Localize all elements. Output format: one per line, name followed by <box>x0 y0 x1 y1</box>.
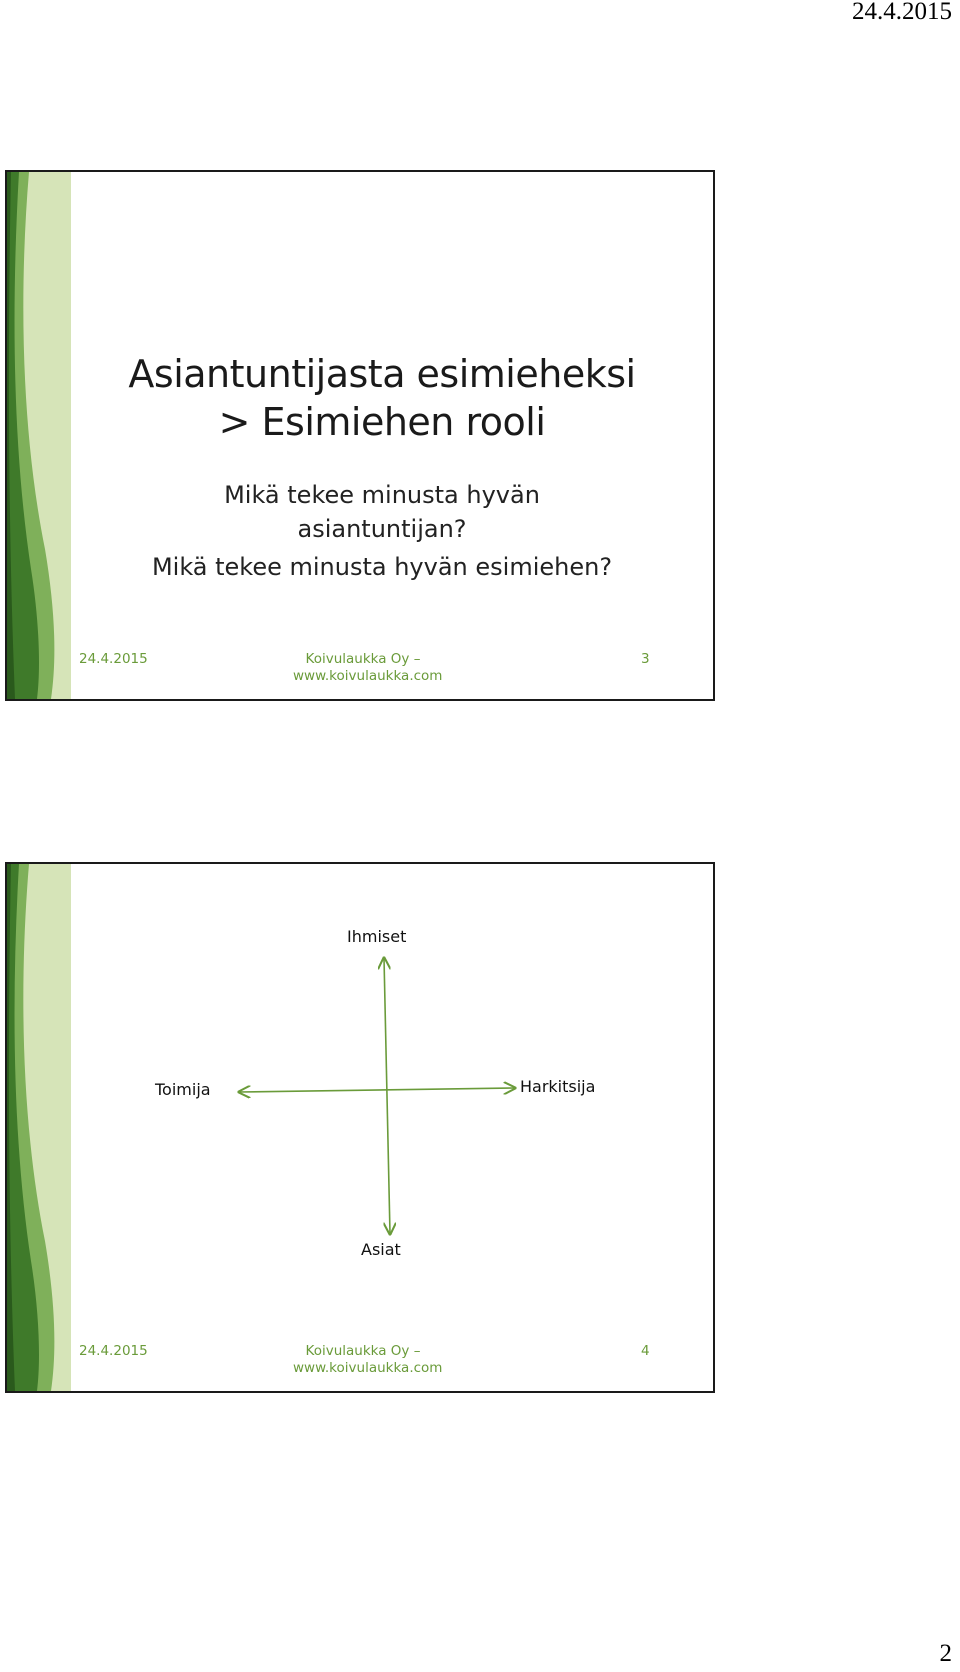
subtitle-line-1: Mikä tekee minusta hyvän <box>224 481 540 509</box>
axis-label-left: Toimija <box>155 1080 211 1099</box>
footer-slide-number: 4 <box>641 1343 650 1359</box>
vertical-axis-arrow <box>384 958 390 1234</box>
axis-label-bottom: Asiat <box>361 1240 401 1259</box>
footer-slide-number: 3 <box>641 651 650 667</box>
subtitle-line-3: Mikä tekee minusta hyvän esimiehen? <box>151 553 613 581</box>
footer-company <box>293 1343 443 1377</box>
slide-3-content <box>71 172 713 699</box>
title-line-2: > Esimiehen rooli <box>218 400 546 444</box>
slide-footer <box>71 651 713 691</box>
footer-company-url: www.koivulaukka.com <box>293 1360 443 1376</box>
footer-date: 24.4.2015 <box>79 1343 148 1359</box>
slide-4 <box>5 862 715 1393</box>
footer-company <box>293 651 443 685</box>
slide-4-content <box>71 864 713 1391</box>
page-header-date: 24.4.2015 <box>852 0 952 25</box>
slide-subtitle <box>71 478 693 584</box>
slide-title <box>71 350 693 446</box>
green-ribbon-decoration <box>7 172 71 699</box>
page-number: 2 <box>939 1640 952 1667</box>
slide-3 <box>5 170 715 701</box>
axis-label-top: Ihmiset <box>347 927 407 946</box>
horizontal-axis-arrow <box>239 1088 515 1092</box>
axis-label-right: Harkitsija <box>520 1077 596 1096</box>
title-line-1: Asiantuntijasta esimieheksi <box>128 352 636 396</box>
footer-company-url: www.koivulaukka.com <box>293 668 443 684</box>
slide-footer <box>71 1343 713 1383</box>
green-ribbon-decoration <box>7 864 71 1391</box>
footer-company-name: Koivulaukka Oy – <box>305 1343 421 1359</box>
footer-date: 24.4.2015 <box>79 651 148 667</box>
subtitle-line-2: asiantuntijan? <box>297 515 467 543</box>
footer-company-name: Koivulaukka Oy – <box>305 651 421 667</box>
